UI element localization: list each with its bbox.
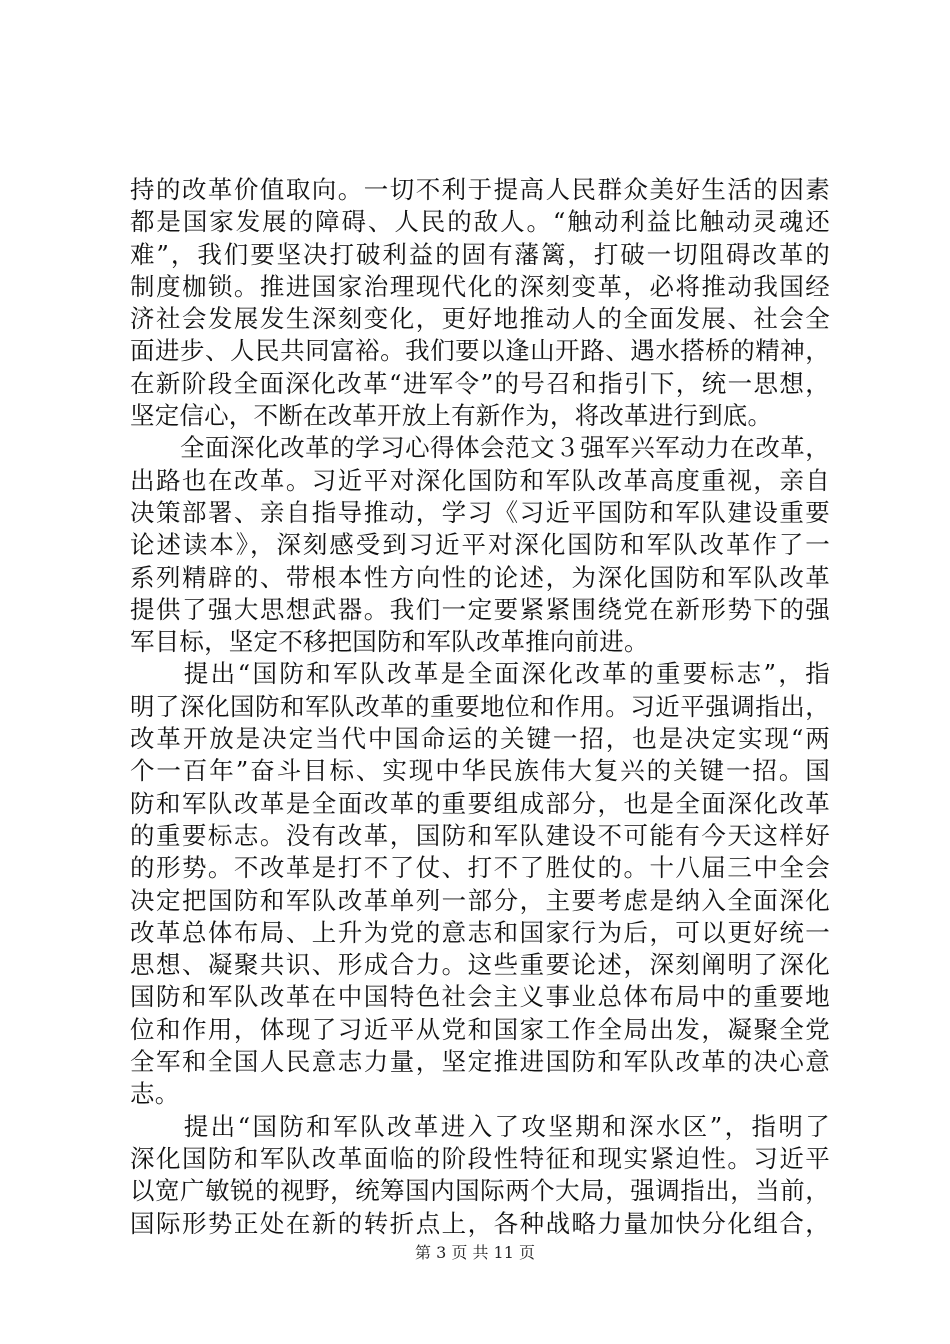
text-line: 国防和军队改革在中国特色社会主义事业总体布局中的重要地	[130, 982, 830, 1012]
text-line: 出路也在改革。习近平对深化国防和军队改革高度重视，亲自	[130, 465, 830, 495]
text-line: 改革总体布局、上升为党的意志和国家行为后，可以更好统一	[130, 917, 830, 947]
text-line: 决定把国防和军队改革单列一部分，主要考虑是纳入全面深化	[130, 885, 830, 915]
text-line: 改革开放是决定当代中国命运的关键一招，也是决定实现“两	[130, 724, 830, 754]
text-line: 决策部署、亲自指导推动，学习《习近平国防和军队建设重要	[130, 497, 830, 527]
text-line: 思想、凝聚共识、形成合力。这些重要论述，深刻阐明了深化	[130, 950, 830, 980]
text-line: 深化国防和军队改革面临的阶段性特征和现实紧迫性。习近平	[130, 1143, 830, 1173]
text-line: 济社会发展发生深刻变化，更好地推动人的全面发展、社会全	[130, 304, 830, 334]
document-body	[130, 174, 830, 1240]
text-line: 系列精辟的、带根本性方向性的论述，为深化国防和军队改革	[130, 562, 830, 592]
text-line: 提出“国防和军队改革进入了攻坚期和深水区”，指明了	[130, 1111, 830, 1141]
text-line: 位和作用，体现了习近平从党和国家工作全局出发，凝聚全党	[130, 1014, 830, 1044]
text-line: 提出“国防和军队改革是全面深化改革的重要标志”，指	[130, 659, 830, 689]
page-footer	[0, 1243, 950, 1263]
text-line: 国际形势正处在新的转折点上，各种战略力量加快分化组合，	[130, 1208, 830, 1238]
text-line: 论述读本》，深刻感受到习近平对深化国防和军队改革作了一	[130, 530, 830, 560]
text-line: 制度枷锁。推进国家治理现代化的深刻变革，必将推动我国经	[130, 271, 830, 301]
page-number-label: 第 3 页 共 11 页	[415, 1243, 535, 1262]
text-line: 的重要标志。没有改革，国防和军队建设不可能有今天这样好	[130, 820, 830, 850]
text-line: 全军和全国人民意志力量，坚定推进国防和军队改革的决心意	[130, 1047, 830, 1077]
text-line: 军目标，坚定不移把国防和军队改革推向前进。	[130, 627, 649, 657]
text-line: 在新阶段全面深化改革“进军令”的号召和指引下，统一思想，	[130, 368, 830, 398]
text-line: 志。	[130, 1079, 180, 1109]
text-line: 明了深化国防和军队改革的重要地位和作用。习近平强调指出，	[130, 691, 830, 721]
text-line: 面进步、人民共同富裕。我们要以逢山开路、遇水搭桥的精神，	[130, 336, 830, 366]
text-line: 提供了强大思想武器。我们一定要紧紧围绕党在新形势下的强	[130, 594, 830, 624]
text-line: 都是国家发展的障碍、人民的敌人。“触动利益比触动灵魂还	[130, 207, 830, 237]
text-line: 个一百年”奋斗目标、实现中华民族伟大复兴的关键一招。国	[130, 756, 830, 786]
text-line: 难”，我们要坚决打破利益的固有藩篱，打破一切阻碍改革的	[130, 239, 830, 269]
text-line: 防和军队改革是全面改革的重要组成部分，也是全面深化改革	[130, 788, 830, 818]
text-line: 坚定信心，不断在改革开放上有新作为，将改革进行到底。	[130, 401, 773, 431]
text-line: 以宽广敏锐的视野，统筹国内国际两个大局，强调指出，当前，	[130, 1176, 830, 1206]
text-line: 持的改革价值取向。一切不利于提高人民群众美好生活的因素	[130, 175, 830, 204]
text-line: 全面深化改革的学习心得体会范文３强军兴军动力在改革，	[130, 433, 830, 463]
text-line: 的形势。不改革是打不了仗、打不了胜仗的。十八届三中全会	[130, 853, 830, 883]
